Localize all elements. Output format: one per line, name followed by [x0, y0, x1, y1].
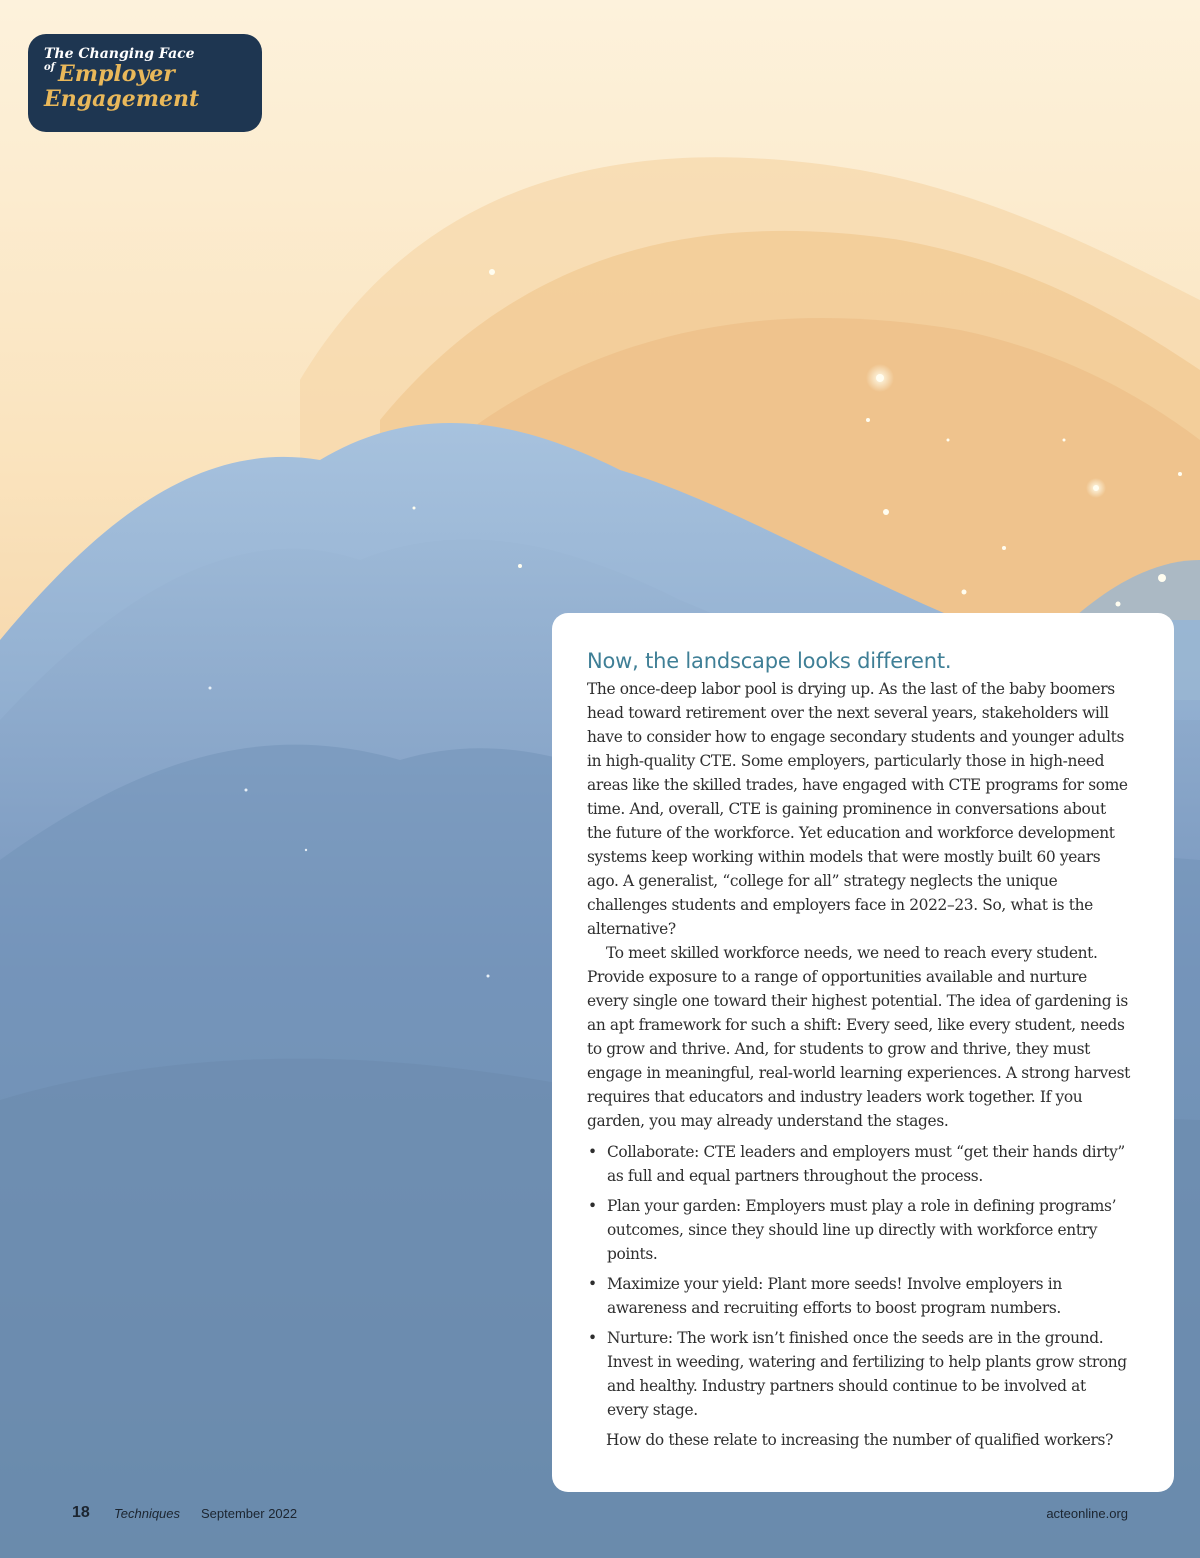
bullet-text: Maximize your yield: Plant more seeds! Involve employers in awareness and recruiting efforts to boost program numbers. — [607, 1275, 1062, 1317]
bullet-text: Plan your garden: Employers must play a role in defining programs’ outcomes, since they should line up directly with workforce entry points. — [607, 1197, 1117, 1263]
list-item — [587, 1194, 1130, 1266]
bullet-icon: • — [588, 1329, 597, 1347]
list-item — [587, 1272, 1130, 1320]
list-item — [587, 1140, 1130, 1188]
bullet-text: Collaborate: CTE leaders and employers must “get their hands dirty” as full and equal partners throughout the process. — [607, 1143, 1125, 1185]
bullet-icon: • — [588, 1143, 597, 1161]
website-url: acteonline.org — [1046, 1506, 1128, 1521]
badge-title-line1: The Changing Face — [44, 46, 195, 62]
list-item — [587, 1326, 1130, 1422]
article-bullet-list — [587, 1140, 1130, 1422]
bullet-text: Nurture: The work isn’t finished once the seeds are in the ground. Invest in weeding, watering and fertilizing to help plants grow strong and healthy. Industry partners should continue to be involved at every stage. — [607, 1329, 1127, 1419]
article-panel — [552, 613, 1174, 1492]
badge-title-line3: Engagement — [44, 86, 200, 112]
badge-title-line2: Employer — [57, 61, 175, 87]
page-number: 18 — [72, 1504, 90, 1521]
article-paragraph-3: How do these relate to increasing the number of qualified workers? — [606, 1431, 1114, 1449]
bullet-icon: • — [588, 1197, 597, 1215]
article-paragraph-1: The once-deep labor pool is drying up. As the last of the baby boomers head toward retirement over the next several years, stakeholders will have to consider how to engage secondary students and younger adults in high-quality CTE. Some employers, particularly those in high-need areas like the skilled trades, have engaged with CTE programs for some time. And, overall, CTE is gaining prominence in conversations about the future of the workforce. Yet education and workforce development systems keep working within models that were mostly built 60 years ago. A generalist, “college for all” strategy neglects the unique challenges students and employers face in 2022–23. So, what is the alternative? — [587, 680, 1128, 938]
issue-date: September 2022 — [201, 1506, 298, 1521]
badge-of: of — [44, 62, 55, 73]
section-badge — [28, 34, 262, 132]
article-heading: Now, the landscape looks different. — [587, 649, 952, 673]
magazine-name: Techniques — [114, 1506, 181, 1521]
bullet-icon: • — [588, 1275, 597, 1293]
article-paragraph-2: To meet skilled workforce needs, we need to reach every student. Provide exposure to a range of opportunities available and nurture every single one toward their highest potential. The idea of gardening is an apt framework for such a shift: Every seed, like every student, needs to grow and thrive. And, for students to grow and thrive, they must engage in meaningful, real-world learning experiences. A strong harvest requires that educators and industry leaders work together. If you garden, you may already understand the stages. — [587, 944, 1131, 1130]
